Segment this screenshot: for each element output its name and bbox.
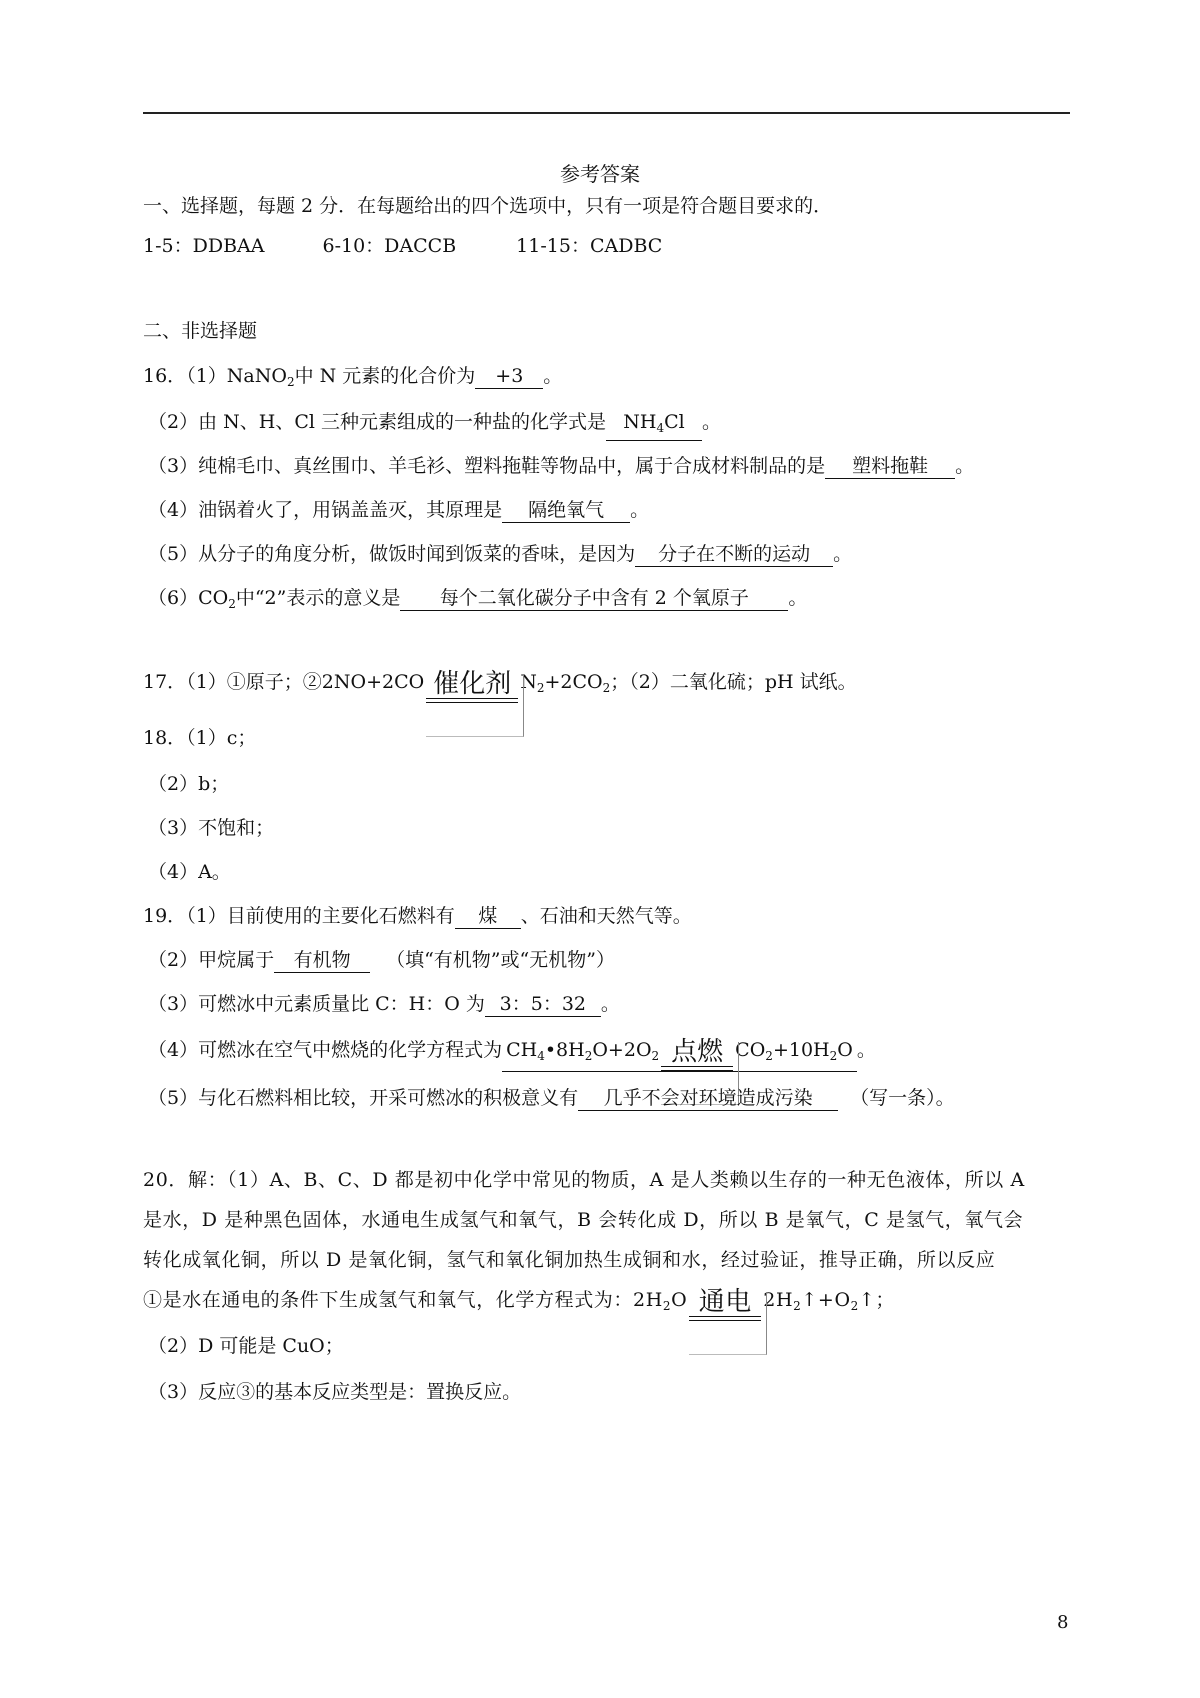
reaction-condition: 点燃	[659, 1038, 735, 1071]
q20-line-5: （2）D 可能是 CuO；	[148, 1335, 344, 1357]
q17-line: 17．（1）①原子；②2NO+2CO 催化剂 $N_2+2CO_2$；（2）二氧化硫；pH 试纸。	[143, 668, 857, 703]
q20-line-3: 转化成氧化铜，所以 D 是氧化铜，氢气和氧化铜加热生成铜和水，经过验证，推导正确，所以反应	[143, 1249, 996, 1271]
q16-line-6: $(6)CO_2$中“2”表示的意义是 每个二氧化碳分子中含有 2 个氧原子 。	[148, 587, 808, 611]
answer-blank: 分子在不断的运动	[635, 542, 833, 567]
reaction-condition: 催化剂	[424, 670, 520, 703]
q20-line-6: （3）反应③的基本反应类型是：置换反应。	[148, 1381, 522, 1403]
q20-paragraph	[143, 1160, 1073, 1326]
answer-blank: +3	[475, 364, 543, 389]
answer-blank: 每个二氧化碳分子中含有 2 个氧原子	[400, 586, 788, 611]
q16-line-2: （2）由 N、H、Cl 三种元素组成的一种盐的化学式是 $NH_4Cl$ 。	[148, 408, 721, 441]
sec1-heading: 一、选择题，每题 2 分．在每题给出的四个选项中，只有一项是符合题目要求的．	[143, 195, 833, 217]
answer-blank: 隔绝氧气	[502, 498, 630, 523]
q18-line-3: （3）不饱和；	[148, 817, 275, 839]
answer-blank: 有机物	[274, 948, 370, 973]
answer-blank: 3：5：32	[485, 992, 601, 1017]
q18-line-1: 18．（1）c；	[143, 727, 257, 749]
q16-line-1: 16．（1）NaNO$_2$中 N 元素的化合价为 +3 。	[143, 365, 563, 389]
page-number: 8	[1057, 1612, 1069, 1633]
group-1: 1-5：DDBAA	[143, 235, 265, 257]
sec2-heading: 二、非选择题	[143, 320, 258, 342]
answer-blank: $CH_4•8H_2O+2O_2$ 点燃 $CO_2+10H_2O$	[502, 1038, 857, 1072]
page-title: 参考答案	[560, 162, 640, 186]
answer-blank: 几乎不会对环境造成污染	[578, 1086, 838, 1111]
q19-line-1: 19．（1）目前使用的主要化石燃料有 煤 、石油和天然气等。	[143, 905, 692, 927]
q20-line-1: 20．解：（1）A、B、C、D 都是初中化学中常见的物质，A 是人类赖以生存的一种无色液体，所以 A	[143, 1169, 1025, 1191]
q18-line-4: （4）A。	[148, 861, 231, 883]
group-2: 6-10：DACCB	[322, 235, 457, 257]
answer-groups	[143, 232, 662, 260]
q19-line-3: （3）可燃冰中元素质量比 C：H：O 为 3：5：32 。	[148, 993, 620, 1015]
q18-line-2: （2）b；	[148, 773, 230, 795]
q16-line-4: （4）油锅着火了，用锅盖盖灭，其原理是 隔绝氧气 。	[148, 499, 650, 521]
q19-line-5: （5）与化石燃料相比较，开采可燃冰的积极意义有 几乎不会对环境造成污染 （写一条）。	[148, 1087, 955, 1109]
q16-line-3: （3）纯棉毛巾、真丝围巾、羊毛衫、塑料拖鞋等物品中，属于合成材料制品的是 塑料拖鞋 。	[148, 455, 975, 477]
header-rule	[143, 112, 1070, 114]
q20-line-2: 是水，D 是种黑色固体，水通电生成氢气和氧气，B 会转化成 D，所以 B 是氧气，C 是氢气，氧气会	[143, 1209, 1024, 1231]
group-3: 11-15：CADBC	[516, 235, 663, 257]
answer-blank: $NH_4Cl$	[606, 410, 702, 441]
q20-line-4: ①是水在通电的条件下生成氢气和氧气，化学方程式为：$2H_2O$ 通电 $2H_2↑+O_2↑$；	[143, 1280, 1073, 1326]
reaction-condition: 通电	[687, 1288, 763, 1321]
answer-blank: 塑料拖鞋	[825, 454, 955, 479]
q19-line-2: （2）甲烷属于 有机物 （填“有机物”或“无机物”）	[148, 949, 615, 971]
q19-line-4: （4）可燃冰在空气中燃烧的化学方程式为 $CH_4•8H_2O+2O_2$ 点燃 $CO_2+10H_2O$ 。	[148, 1036, 876, 1072]
q16-line-5: （5）从分子的角度分析，做饭时闻到饭菜的香味，是因为 分子在不断的运动 。	[148, 543, 853, 565]
answer-blank: 煤	[455, 904, 521, 929]
